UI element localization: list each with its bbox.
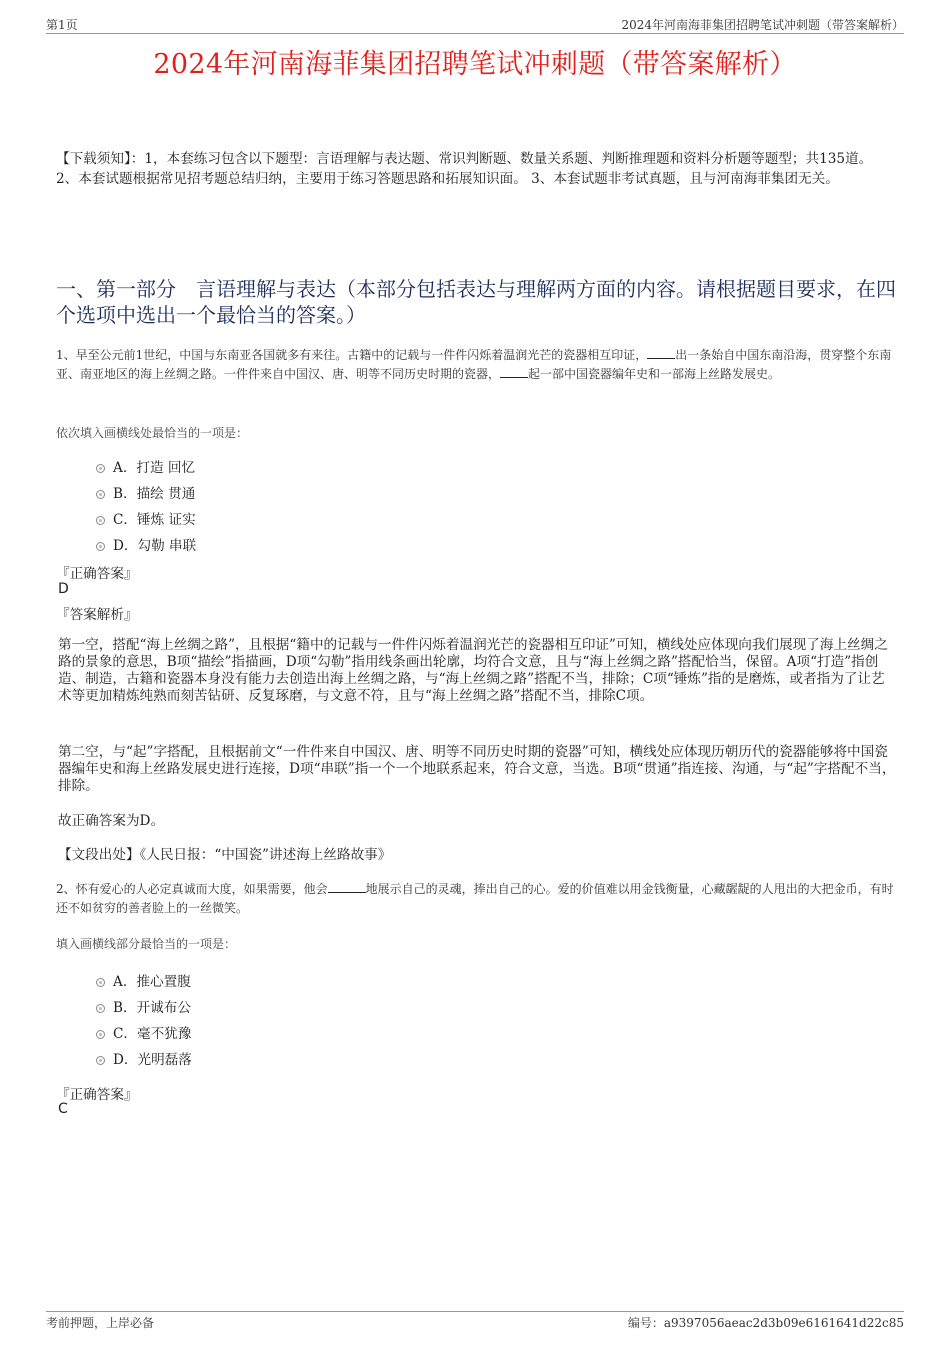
q1-analysis-paragraph-2: 第二空，与“起”字搭配，且根据前文“一件件来自中国汉、唐、明等不同历史时期的瓷器”可知，横线处应体现历朝历代的瓷器能够将中国瓷器编年史和海上丝路发展史进行连接，D项“串联”指一个一个地联系起来，符合文意，当选。B项“贯通”指连接、沟通，与“起”字搭配不当，排除。: [58, 744, 896, 794]
option-letter: C．: [113, 512, 137, 528]
page-title: 2024年河南海菲集团招聘笔试冲刺题（带答案解析）: [153, 49, 797, 80]
footer-slogan: 考前押题，上岸必备: [46, 1316, 155, 1330]
option-letter: C．: [113, 1026, 137, 1042]
q1-source: 【文段出处】《人民日报：“中国瓷”讲述海上丝路故事》: [58, 847, 392, 863]
q2-answer: C: [58, 1101, 68, 1117]
q1-conclusion: 故正确答案为D。: [58, 813, 165, 829]
radio-icon[interactable]: [96, 464, 105, 473]
option-text: 描绘 贯通: [136, 486, 196, 502]
option-text: 毫不犹豫: [137, 1026, 192, 1042]
option-text: 勾勒 串联: [137, 538, 197, 554]
q2-option-b[interactable]: [96, 993, 192, 1019]
q1-analysis-paragraph-1: 第一空，搭配“海上丝绸之路”，且根据“籍中的记载与一件件闪烁着温润光芒的瓷器相互印证”可知，横线处应体现向我们展现了海上丝绸之路的景象的意思，B项“描绘”指描画，D项“勾勒”指用线条画出轮廓，均符合文意，且与“海上丝绸之路”搭配恰当，保留。A项“打造”指创造、制造，古籍和瓷器本身没有能力去创造出海上丝绸之路，与“海上丝绸之路”搭配不当，排除；C项“锤炼”指的是磨炼，或者指为了让艺术等更加精炼纯熟而刻苦钻研、反复琢磨，与文意不符，且与“海上丝绸之路”搭配不当，排除C项。: [58, 637, 888, 704]
q2-options: [96, 967, 192, 1071]
fill-blank: [500, 367, 528, 378]
option-letter: B．: [113, 1000, 137, 1016]
footer-doc-id: 编号：a9397056aeac2d3b09e6161641d22c85: [627, 1316, 904, 1330]
q1-stem-part-b: 出一条始自中国东南沿海，贯穿整个东南亚、南亚地区的海上丝绸之路。一件件来自中国汉、唐、明等不同历史时期的瓷器，: [56, 348, 892, 381]
q1-stem-part-c: 起一部中国瓷器编年史和一部海上丝路发展史。: [528, 367, 781, 381]
radio-icon[interactable]: [96, 1030, 105, 1039]
section-heading: 一、第一部分 言语理解与表达（本部分包括表达与理解两方面的内容。请根据题目要求，在四个选项中选出一个最恰当的答案。）: [56, 277, 896, 327]
radio-icon[interactable]: [96, 978, 105, 987]
q2-stem-part-b: 地展示自己的灵魂，捧出自己的心。爱的价值难以用金钱衡量，心藏龌龊的人甩出的大把金币，有时还不如贫穷的善者脸上的一丝微笑。: [56, 882, 894, 915]
option-text: 打造 回忆: [136, 460, 196, 476]
header-divider: [46, 33, 904, 34]
q1-analysis-label: 『答案解析』: [56, 607, 138, 623]
q2-option-c[interactable]: [96, 1019, 192, 1045]
q1-stem-part-a: 1、早至公元前1世纪，中国与东南亚各国就多有来往。古籍中的记载与一件件闪烁着温润光芒的瓷器相互印证，: [56, 348, 648, 362]
radio-icon[interactable]: [96, 1004, 105, 1013]
download-notice: 【下载须知】：1，本套练习包含以下题型：言语理解与表达题、常识判断题、数量关系题、判断推理题和资料分析题等题型；共135道。 2、本套试题根据常见招考题总结归纳，主要用于练习答题思路和拓展知识面。 3、本套试题非考试真题，且与河南海菲集团无关。: [56, 151, 873, 187]
q1-option-d[interactable]: [96, 531, 196, 557]
radio-icon[interactable]: [96, 542, 105, 551]
radio-icon[interactable]: [96, 490, 105, 499]
option-letter: D．: [113, 1052, 138, 1068]
q1-option-c[interactable]: [96, 505, 196, 531]
question-1-stem: [56, 346, 898, 384]
option-text: 推心置腹: [136, 974, 191, 990]
fill-blank: [647, 348, 675, 359]
option-text: 锤炼 证实: [137, 512, 196, 528]
q1-option-b[interactable]: [96, 479, 196, 505]
radio-icon[interactable]: [96, 1056, 105, 1065]
option-text: 开诚布公: [136, 1000, 191, 1016]
question-2-stem: [56, 880, 898, 918]
option-letter: B．: [113, 486, 137, 502]
q2-option-a[interactable]: [96, 967, 192, 993]
fill-blank: [328, 882, 366, 893]
footer-divider: [46, 1311, 904, 1312]
q1-answer: D: [58, 581, 69, 597]
radio-icon[interactable]: [96, 516, 105, 525]
q2-answer-label: 『正确答案』: [56, 1087, 138, 1103]
page-header: [46, 14, 904, 32]
header-doc-title: 2024年河南海菲集团招聘笔试冲刺题（带答案解析）: [621, 18, 904, 32]
option-letter: A．: [113, 460, 137, 476]
q1-instruction: 依次填入画横线处最恰当的一项是：: [56, 426, 249, 440]
q1-answer-label: 『正确答案』: [56, 566, 138, 582]
option-text: 光明磊落: [137, 1052, 192, 1068]
q1-options: [96, 453, 196, 557]
q2-option-d[interactable]: [96, 1045, 192, 1071]
option-letter: A．: [113, 974, 137, 990]
page-number: 第1页: [46, 18, 78, 32]
q1-option-a[interactable]: [96, 453, 196, 479]
q2-instruction: 填入画横线部分最恰当的一项是：: [56, 937, 237, 951]
option-letter: D．: [113, 538, 138, 554]
q2-stem-part-a: 2、怀有爱心的人必定真诚而大度，如果需要，他会: [56, 882, 328, 896]
